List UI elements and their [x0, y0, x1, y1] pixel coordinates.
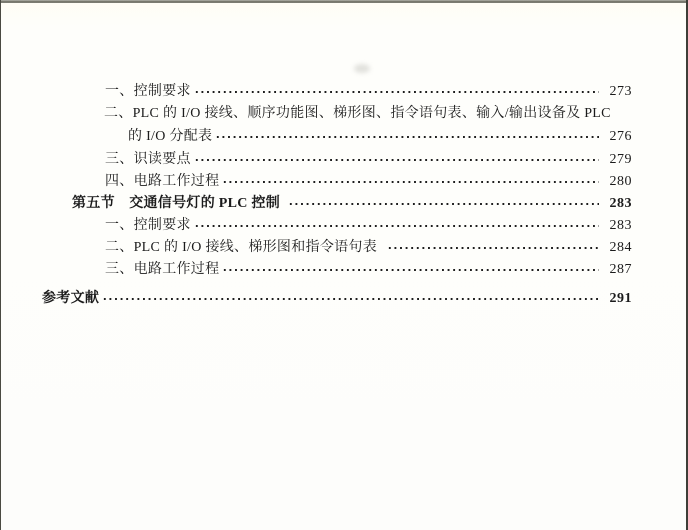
toc-page-number: 280: [609, 174, 632, 189]
toc-entry-label: 三、电路工作过程: [105, 262, 220, 277]
toc-page-number: 276: [609, 129, 632, 144]
toc-entry-label: 二、PLC 的 I/O 接线、梯形图和指令语句表: [105, 240, 378, 255]
toc-page-number: 279: [609, 152, 632, 167]
toc-row: [0, 195, 632, 212]
toc-page-number: 291: [609, 291, 632, 306]
toc-dot-leader: [215, 128, 599, 145]
scan-edge-top: [0, 0, 688, 3]
toc-dot-leader: [288, 195, 599, 212]
toc-row: [0, 173, 632, 190]
toc-dot-leader: [222, 261, 599, 278]
toc-entry-label: 一、控制要求: [105, 84, 191, 99]
toc-page-number: 283: [609, 218, 632, 233]
toc-row: [0, 83, 632, 100]
toc-row: [0, 290, 632, 307]
toc-entry-label: 二、PLC 的 I/O 接线、顺序功能图、梯形图、指令语句表、输入/输出设备及 PLC: [104, 106, 611, 121]
toc-entry-label: 四、电路工作过程: [105, 174, 220, 189]
scan-smudge: [354, 64, 370, 73]
toc-entry-label: 参考文献: [42, 291, 100, 306]
toc-row: [0, 151, 632, 168]
toc-page-number: 284: [609, 240, 632, 255]
toc-entry-label: 三、识读要点: [105, 152, 191, 167]
toc-page-number: 287: [609, 262, 632, 277]
toc-dot-leader: [222, 173, 599, 190]
toc-entry-label: 的 I/O 分配表: [128, 129, 213, 144]
toc-entry-label: 第五节 交通信号灯的 PLC 控制: [72, 196, 281, 211]
toc-dot-leader: [102, 290, 599, 307]
toc-dot-leader: [194, 83, 599, 100]
toc-page-number: 283: [609, 196, 632, 211]
toc-row: [0, 239, 632, 256]
toc-dot-leader: [194, 151, 599, 168]
toc-page-number: 273: [609, 84, 632, 99]
toc-row: [0, 128, 632, 145]
toc-dot-leader: [387, 239, 599, 256]
toc-row: [0, 217, 632, 234]
toc-dot-leader: [194, 217, 599, 234]
toc-entry-label: 一、控制要求: [105, 218, 191, 233]
toc-row: [0, 105, 632, 122]
toc-row: [0, 261, 632, 278]
